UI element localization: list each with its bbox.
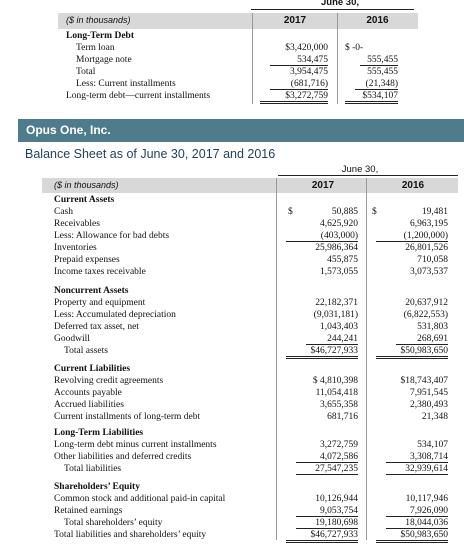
top-col-2016: 2016 (366, 15, 389, 26)
top-row-2017: $3,272,759 (260, 91, 328, 104)
top-row-2016: $534,107 (345, 91, 398, 104)
row-2017: 1,043,403 (320, 322, 358, 332)
row-2017: 3,272,759 (320, 440, 358, 450)
main-col-divider-2 (366, 178, 367, 540)
row-label: Retained earnings (54, 506, 123, 516)
row-label: Cash (54, 207, 73, 217)
top-row-2017: 3,954,475 (290, 67, 328, 77)
row-label: Other liabilities and deferred credits (54, 452, 192, 462)
section-title-current-assets: Current Assets (54, 195, 115, 205)
row-2017: 19,180,698 (296, 518, 358, 529)
row-2016: 18,044,036 (386, 518, 448, 529)
row-2017: 27,547,235 (296, 464, 358, 475)
row-2017: 455,875 (327, 255, 358, 265)
row-2016: 6,963,195 (410, 219, 448, 229)
row-2017: 50,885 (331, 207, 358, 217)
top-row-label: Long-term debt—current installments (66, 91, 211, 101)
row-2016: $50,983,650 (376, 530, 448, 543)
company-banner: Opus One, Inc. (18, 119, 464, 142)
row-label: Long-term debt minus current installments (54, 440, 217, 450)
row-2016: 32,939,614 (386, 464, 448, 475)
row-2016: 7,951,545 (410, 388, 448, 398)
main-col-2016: 2016 (401, 180, 425, 191)
row-label: Income taxes receivable (54, 267, 146, 277)
top-row-2016: (21,348) (355, 79, 398, 90)
row-2017: 11,054,418 (315, 388, 358, 398)
row-label: Deferred tax asset, net (54, 322, 139, 332)
row-label: Property and equipment (54, 298, 146, 308)
top-row-2017: 534,475 (270, 55, 328, 66)
row-2016: 19,481 (421, 207, 448, 217)
main-col-divider-1 (276, 178, 277, 540)
row-label: Total liabilities and shareholders’ equity (54, 530, 207, 540)
row-label: Prepaid expenses (54, 255, 120, 265)
main-units-label: ($ in thousands) (54, 180, 119, 190)
row-2016: 3,308,714 (386, 452, 448, 463)
row-2017: 4,625,920 (320, 219, 358, 229)
row-2016: 21,348 (421, 412, 448, 422)
statement-title: Balance Sheet as of June 30, 2017 and 2016 (25, 147, 276, 161)
top-row-label: Total (76, 67, 96, 77)
section-title-long-term-liabilities: Long-Term Liabilities (54, 428, 144, 438)
row-2017: 3,655,358 (320, 400, 358, 410)
top-section-title: Long-Term Debt (66, 31, 134, 41)
row-2016: $50,983,650 (376, 346, 448, 359)
dollar-sign: $ (372, 207, 377, 217)
row-2016: 20,637,912 (405, 298, 448, 308)
row-label: Accrued liabilities (54, 400, 124, 410)
section-title-noncurrent-assets: Noncurrent Assets (54, 286, 129, 296)
top-col-divider-2 (337, 13, 338, 104)
row-label: Less: Accumulated depreciation (54, 310, 176, 320)
top-row-2016: 555,455 (367, 67, 398, 77)
top-row-label: Less: Current installments (76, 79, 176, 89)
row-2016: 2,380,493 (410, 400, 448, 410)
top-row-2017: $3,420,000 (285, 43, 328, 53)
row-2016: 710,058 (417, 255, 448, 265)
row-2017: $ 4,810,398 (312, 376, 358, 386)
top-units-label: ($ in thousands) (66, 15, 131, 25)
row-2017: 25,986,364 (315, 243, 358, 253)
top-row-2016: $ -0- (345, 43, 364, 53)
row-2016: (1,200,000) (376, 231, 448, 242)
row-label: Revolving credit agreements (54, 376, 164, 386)
row-2016: 26,801,526 (405, 243, 448, 253)
top-period-rule (251, 9, 414, 10)
row-label: Total shareholders’ equity (64, 518, 163, 528)
section-title-shareholders-equity: Shareholders’ Equity (54, 482, 140, 492)
main-period-rule (278, 175, 458, 176)
top-row-label: Term loan (76, 43, 115, 53)
row-2016: (6,822,553) (403, 310, 448, 320)
row-label: Inventories (54, 243, 97, 253)
main-period-label: June 30, (341, 164, 379, 175)
top-row-2017: (681,716) (270, 79, 328, 90)
dollar-sign: $ (288, 207, 293, 217)
row-label: Common stock and additional paid-in capital (54, 494, 226, 504)
row-2017: $46,727,933 (286, 346, 358, 359)
row-2017: (9,031,181) (313, 310, 358, 320)
row-2017: 244,241 (306, 334, 358, 345)
row-2016: 3,073,537 (410, 267, 448, 277)
row-2017: 9,053,754 (296, 506, 358, 517)
row-label: Less: Allowance for bad debts (54, 231, 170, 241)
row-label: Goodwill (54, 334, 90, 344)
row-2016: 7,926,090 (386, 506, 448, 517)
row-2016: $18,743,407 (400, 376, 448, 386)
row-label: Accounts payable (54, 388, 122, 398)
row-label: Current installments of long-term debt (54, 412, 201, 422)
row-2017: 1,573,055 (320, 267, 358, 277)
row-2016: 531,803 (417, 322, 448, 332)
row-label: Receivables (54, 219, 100, 229)
top-col-2017: 2017 (283, 15, 307, 26)
top-row-2016: 555,455 (360, 55, 398, 66)
top-row-label: Mortgage note (76, 55, 132, 65)
row-2017: $46,727,933 (286, 530, 358, 543)
row-2017: 681,716 (327, 412, 358, 422)
row-label: Total assets (64, 346, 108, 356)
row-2017: 22,182,371 (315, 298, 358, 308)
row-2017: 10,126,944 (315, 494, 358, 504)
section-title-current-liabilities: Current Liabilities (54, 364, 131, 374)
row-label: Total liabilities (64, 464, 122, 474)
top-period-label: June 30, (320, 0, 360, 8)
main-col-2017: 2017 (311, 180, 335, 191)
row-2016: 268,691 (396, 334, 448, 345)
row-2016: 10,117,946 (405, 494, 448, 504)
row-2017: (403,000) (286, 231, 358, 242)
top-col-divider-1 (252, 13, 253, 104)
row-2016: 534,107 (417, 440, 448, 450)
row-2017: 4,072,586 (296, 452, 358, 463)
